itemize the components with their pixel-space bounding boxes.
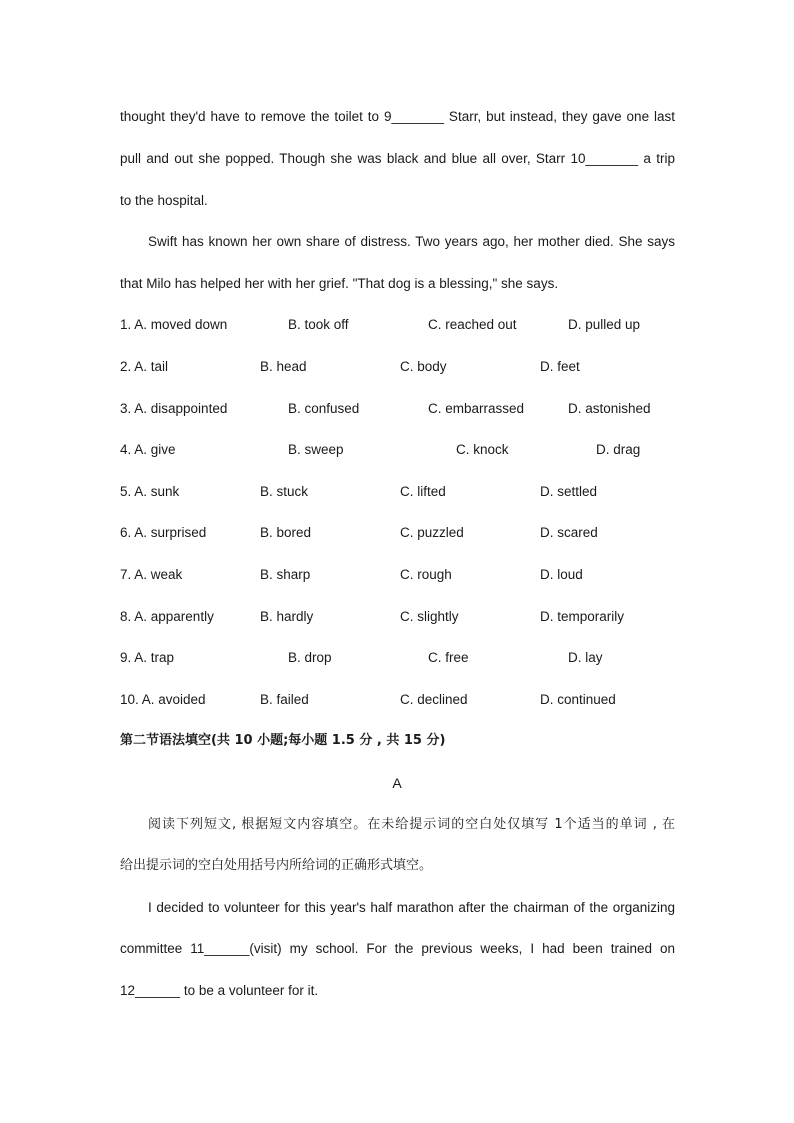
option-a: 5. A. sunk <box>120 484 180 499</box>
passage-b-line-2: committee 11______(visit) my school. For the previous weeks, I had been trained on <box>120 941 675 956</box>
instruction-line-2: 给出提示词的空白处用括号内所给词的正确形式填空。 <box>120 858 433 873</box>
option-d: D. lay <box>568 650 603 665</box>
option-a: 4. A. give <box>120 442 176 457</box>
section-heading: 第二节语法填空(共 10 小题;每小题 1.5 分 , 共 15 分) <box>120 733 446 748</box>
option-c: C. rough <box>400 567 452 582</box>
option-c: C. declined <box>400 692 468 707</box>
option-d: D. scared <box>540 525 598 540</box>
option-b: B. took off <box>288 317 349 332</box>
option-d: D. settled <box>540 484 598 499</box>
option-b: B. head <box>260 359 307 374</box>
option-a: 2. A. tail <box>120 359 169 374</box>
part-label: A <box>392 775 402 791</box>
passage-line-2: pull and out she popped. Though she was black and blue all over, Starr 10_______ a trip <box>120 151 675 166</box>
passage-b-line-3: 12______ to be a volunteer for it. <box>120 983 319 998</box>
option-c: C. knock <box>456 442 509 457</box>
option-b: B. failed <box>260 692 309 707</box>
option-c: C. lifted <box>400 484 446 499</box>
option-c: C. embarrassed <box>428 401 525 416</box>
option-d: D. drag <box>596 442 641 457</box>
option-c: C. puzzled <box>400 525 464 540</box>
option-d: D. temporarily <box>540 609 625 624</box>
option-c: C. slightly <box>400 609 459 624</box>
option-d: D. pulled up <box>568 317 641 332</box>
option-a: 9. A. trap <box>120 650 175 665</box>
option-b: B. stuck <box>260 484 309 499</box>
option-a: 8. A. apparently <box>120 609 214 624</box>
option-c: C. free <box>428 650 469 665</box>
passage-line-4: Swift has known her own share of distress. Two years ago, her mother died. She says <box>148 234 675 249</box>
option-b: B. sharp <box>260 567 311 582</box>
option-d: D. feet <box>540 359 580 374</box>
option-b: B. drop <box>288 650 332 665</box>
option-b: B. hardly <box>260 609 314 624</box>
option-a: 1. A. moved down <box>120 317 228 332</box>
passage-line-3: to the hospital. <box>120 193 208 208</box>
option-d: D. loud <box>540 567 583 582</box>
option-b: B. bored <box>260 525 312 540</box>
option-a: 10. A. avoided <box>120 692 206 707</box>
passage-b-line-1: I decided to volunteer for this year's half marathon after the chairman of the organizing <box>148 900 675 915</box>
option-b: B. confused <box>288 401 360 416</box>
option-c: C. reached out <box>428 317 517 332</box>
passage-line-1: thought they'd have to remove the toilet to 9_______ Starr, but instead, they gave one last <box>120 109 675 124</box>
instruction-line-1: 阅读下列短文, 根据短文内容填空。在未给提示词的空白处仅填写 1个适当的单词 , 在 <box>148 817 675 832</box>
option-c: C. body <box>400 359 447 374</box>
option-b: B. sweep <box>288 442 344 457</box>
option-a: 6. A. surprised <box>120 525 207 540</box>
option-a: 3. A. disappointed <box>120 401 228 416</box>
option-d: D. astonished <box>568 401 651 416</box>
passage-line-5: that Milo has helped her with her grief. "That dog is a blessing," she says. <box>120 276 559 291</box>
option-d: D. continued <box>540 692 616 707</box>
option-a: 7. A. weak <box>120 567 183 582</box>
